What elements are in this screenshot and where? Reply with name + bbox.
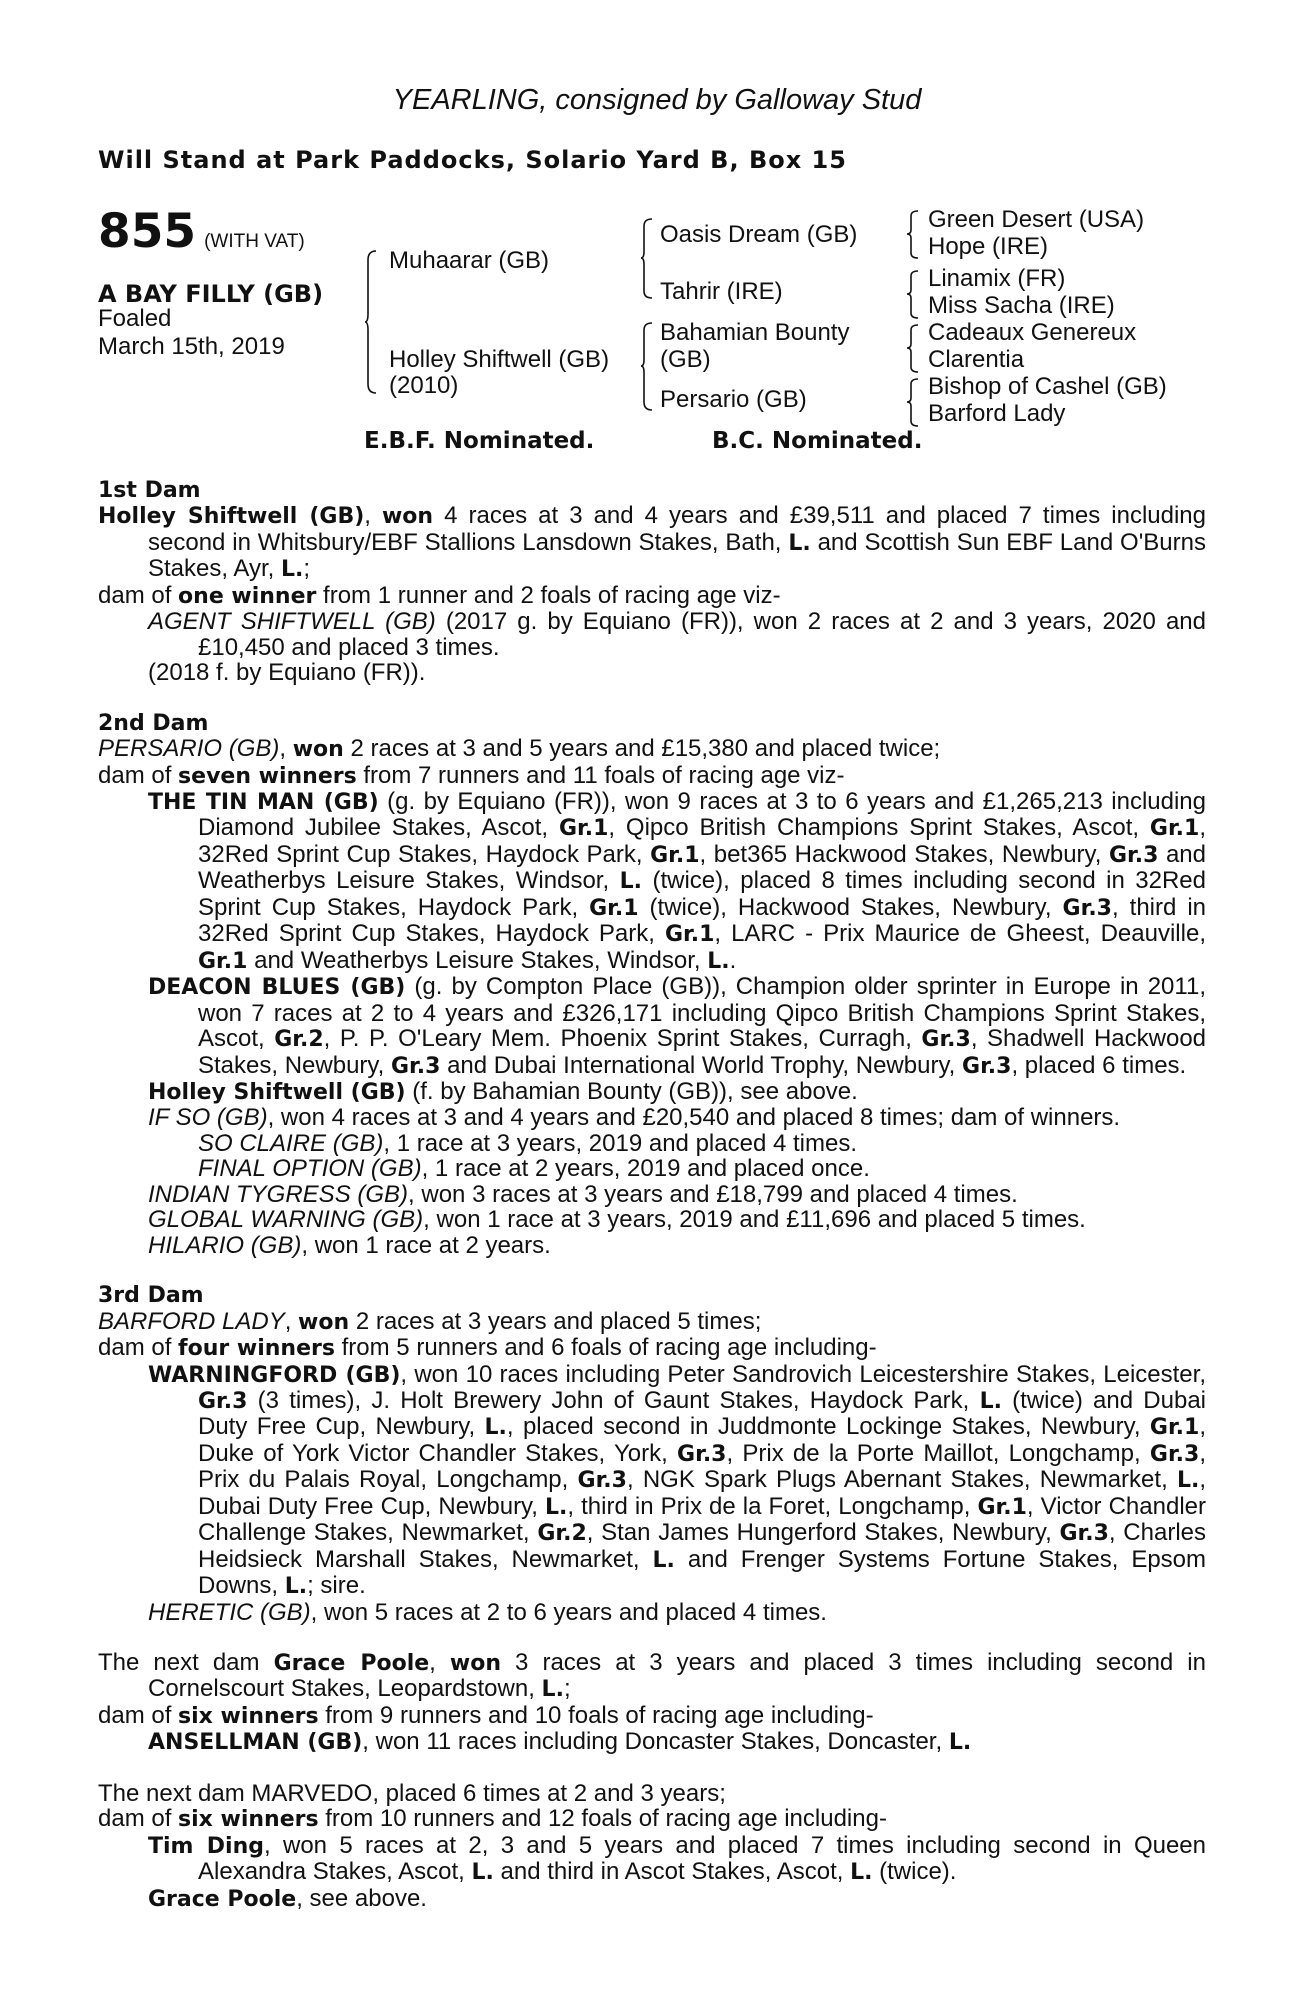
lot-header [98, 204, 305, 259]
pedigree-dds: Bishop of Cashel (GB) [928, 373, 1167, 400]
third-dam-record: BARFORD LADY, won 2 races at 3 years and placed 5 times; [98, 1307, 762, 1335]
foaled-label: Foaled [98, 305, 172, 332]
second-dam-produce-summary: dam of seven winners from 7 runners and 11 foals of racing age viz- [98, 761, 845, 789]
next-dam-grace-poole: The next dam Grace Poole, won 3 races at 3 years and placed 3 times including second in Cornelscourt Stakes, Leopardstown, L.; [98, 1649, 1206, 1703]
pedigree-sire-sire: Oasis Dream (GB) [660, 221, 858, 248]
second-dam-heading: 2nd Dam [98, 710, 209, 736]
third-dam-produce-summary: dam of four winners from 5 runners and 6 foals of racing age including- [98, 1334, 877, 1362]
pedigree-sds: Linamix (FR) [928, 265, 1066, 292]
consignor-line: YEARLING, consigned by Galloway Stud [392, 84, 922, 116]
produce-holley-shiftwell: Holley Shiftwell (GB) (f. by Bahamian Bounty (GB)), see above. [148, 1077, 858, 1105]
pedigree-brace-ss [906, 210, 920, 260]
pedigree-dam-sire: Bahamian Bounty [660, 319, 850, 346]
vat-note: (WITH VAT) [204, 231, 305, 252]
second-dam-record: PERSARIO (GB), won 2 races at 3 and 5 years and £15,380 and placed twice; [98, 735, 941, 763]
pedigree-brace-sire [640, 218, 654, 300]
pedigree-ssd: Hope (IRE) [928, 233, 1049, 260]
pedigree-brace-sd [906, 270, 920, 320]
pedigree-dam-sire-line2: (GB) [660, 346, 711, 373]
lot-number: 855 [98, 204, 197, 259]
third-dam-heading: 3rd Dam [98, 1283, 204, 1309]
pedigree-dss: Cadeaux Genereux [928, 319, 1137, 346]
pedigree-brace-dd [906, 378, 920, 428]
produce-if-so: IF SO (GB), won 4 races at 3 and 4 years and £20,540 and placed 8 times; dam of winners. [148, 1104, 1121, 1132]
pedigree-sss: Green Desert (USA) [928, 206, 1145, 233]
first-dam-heading: 1st Dam [98, 478, 201, 503]
pedigree-sdd: Miss Sacha (IRE) [928, 292, 1115, 319]
first-dam-produce-summary: dam of one winner from 1 runner and 2 foals of racing age viz- [98, 581, 781, 609]
produce-hilario: HILARIO (GB), won 1 race at 2 years. [148, 1231, 551, 1259]
horse-description: A BAY FILLY (GB) [98, 280, 324, 308]
pedigree-dam-year: (2010) [389, 372, 459, 399]
pedigree-dam: Holley Shiftwell (GB) [389, 346, 610, 373]
pedigree-brace-dam [640, 322, 654, 412]
first-dam-produce-2: (2018 f. by Equiano (FR)). [148, 659, 426, 687]
produce-ansellman: ANSELLMAN (GB), won 11 races including Doncaster Stakes, Doncaster, L. [148, 1728, 972, 1756]
pedigree-brace-ds [906, 324, 920, 374]
pedigree-sire-dam: Tahrir (IRE) [660, 278, 783, 305]
pedigree-dam-dam: Persario (GB) [660, 386, 807, 413]
pedigree-brace-main [364, 250, 378, 395]
produce-tim-ding: Tim Ding, won 5 races at 2, 3 and 5 years and placed 7 times including second in Queen Alexandra Stakes, Ascot, L. and third in Ascot Stakes, Ascot, L. (twice). [148, 1831, 1207, 1886]
produce-grace-poole: Grace Poole, see above. [148, 1884, 427, 1912]
bc-nominated: B.C. Nominated. [712, 428, 923, 454]
pedigree-sire: Muhaarar (GB) [389, 247, 550, 274]
first-dam-record: Holley Shiftwell (GB), won 4 races at 3 and 4 years and £39,511 and placed 7 times including second in Whitsbury/EBF Stallions Lansdown Stakes, Bath, L. and Scottish Sun EBF Land O'Burns Stakes, Ayr, L.; [98, 502, 1207, 583]
produce-the-tin-man: THE TIN MAN (GB) (g. by Equiano (FR)), won 9 races at 3 to 6 years and £1,265,213 including Diamond Jubilee Stakes, Ascot, Gr.1, Qipco British Champions Sprint Stakes, Ascot, Gr.1, 32Red Sprint Cup Stakes, Haydock Park, Gr.1, bet365 Hackwood Stakes, Newbury, Gr.3 and Weatherbys Leisure Stakes, Windsor, L. (twice), placed 8 times including second in 32Red Sprint Cup Stakes, Haydock Park, Gr.1 (twice), Hackwood Stakes, Newbury, Gr.3, third in 32Red Sprint Cup Stakes, Haydock Park, Gr.1, LARC - Prix Maurice de Gheest, Deauville, Gr.1 and Weatherbys Leisure Stakes, Windsor, L.. [148, 787, 1207, 974]
next-dam-grace-poole-produce-summary: dam of six winners from 9 runners and 10 foals of racing age including- [98, 1701, 874, 1729]
produce-heretic: HERETIC (GB), won 5 races at 2 to 6 years and placed 4 times. [148, 1598, 827, 1626]
pedigree-notes [98, 478, 1206, 1912]
produce-deacon-blues: DEACON BLUES (GB) (g. by Compton Place (GB)), Champion older sprinter in Europe in 2011, won 7 races at 2 to 4 years and £326,171 including Qipco British Champions Sprint Stakes, Ascot, Gr.2, P. P. O'Leary Mem. Phoenix Sprint Stakes, Curragh, Gr.3, Shadwell Hackwood Stakes, Newbury, Gr.3 and Dubai International World Trophy, Newbury, Gr.3, placed 6 times. [148, 973, 1207, 1079]
next-dam-marvedo: The next dam MARVEDO, placed 6 times at 2 and 3 years; [98, 1779, 726, 1807]
produce-warningford: WARNINGFORD (GB), won 10 races including Peter Sandrovich Leicestershire Stakes, Leicester, Gr.3 (3 times), J. Holt Brewery John of Gaunt Stakes, Haydock Park, L. (twice) and Dubai Duty Free Cup, Newbury, L., placed second in Juddmonte Lockinge Stakes, Newbury, Gr.1, Duke of York Victor Chandler Stakes, York, Gr.3, Prix de la Porte Maillot, Longchamp, Gr.3, Prix du Palais Royal, Longchamp, Gr.3, NGK Spark Plugs Abernant Stakes, Newmarket, L., Dubai Duty Free Cup, Newbury, L., third in Prix de la Foret, Longchamp, Gr.1, Victor Chandler Challenge Stakes, Newmarket, Gr.2, Stan James Hungerford Stakes, Newbury, Gr.3, Charles Heidsieck Marshall Stakes, Newmarket, L. and Frenger Systems Fortune Stakes, Epsom Downs, L.; sire. [148, 1360, 1207, 1600]
first-dam-produce-1: AGENT SHIFTWELL (GB) (2017 g. by Equiano (FR)), won 2 races at 2 and 3 years, 2020 and £10,450 and placed 3 times. [148, 608, 1206, 661]
produce-final-option: FINAL OPTION (GB), 1 race at 2 years, 2019 and placed once. [198, 1155, 870, 1183]
foaled-date: March 15th, 2019 [98, 333, 285, 360]
pedigree-ddd: Barford Lady [928, 400, 1066, 427]
stabling-line: Will Stand at Park Paddocks, Solario Yard B, Box 15 [98, 146, 847, 174]
produce-indian-tygress: INDIAN TYGRESS (GB), won 3 races at 3 years and £18,799 and placed 4 times. [148, 1180, 1018, 1208]
next-dam-marvedo-produce-summary: dam of six winners from 10 runners and 12 foals of racing age including- [98, 1805, 887, 1833]
produce-so-claire: SO CLAIRE (GB), 1 race at 3 years, 2019 and placed 4 times. [198, 1129, 857, 1157]
ebf-nominated: E.B.F. Nominated. [364, 428, 595, 454]
produce-global-warning: GLOBAL WARNING (GB), won 1 race at 3 years, 2019 and £11,696 and placed 5 times. [148, 1206, 1086, 1234]
pedigree-dsd: Clarentia [928, 346, 1025, 373]
